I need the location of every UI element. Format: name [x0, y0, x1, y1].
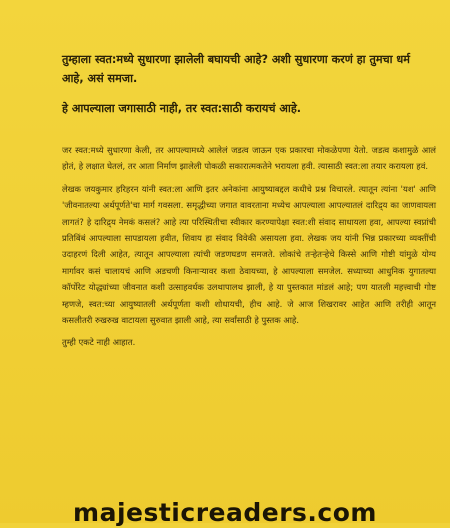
watermark: majesticreaders.com — [73, 498, 377, 527]
blurb-closing-line: तुम्ही एकटे नाही आहात. — [62, 337, 136, 348]
intro-question: तुम्हाला स्वत:मध्ये सुधारणा झालेली बघायची आहे? अशी सुधारणा करणं हा तुमचा धर्म आहे, असं समजा. — [62, 53, 410, 85]
blurb-paragraph-2: लेखक जयकुमार हरिहरन यांनी स्वत:ला आणि इतर अनेकांना आयुष्याबद्दल कधीचे प्रश्न विचारले. त्यातून त्यांना 'यश' आणि 'जीवनातल्या अर्थपूर्णते'चा मार्ग गवसला. समृद्धीच्या जगात वावरताना मध्येच आपल्याला आपल्यातलं दारिद्र्य का जाणवायला लागतं? हे दारिद्र्य नेमकं कसलं? आहे त्या परिस्थितीचा स्वीकार करण्यापेक्षा स्वत:शी संवाद साधायला हवा, आपल्या स्वप्नांची प्रतिबिंबं आपल्याला सापडायला हवीत, शिवाय हा संवाद विवेकी असायला हवा. लेखक जय यांनी भिन्न प्रकारच्या व्यक्तींची उदाहरणं दिली आहेत, त्यातून आपल्याला त्यांची जडणघडण समजते. लोकांचे तऱ्हेतऱ्हेचे किस्से आणि गोष्टी यांमुळे योग्य मार्गावर कसं चालायचं आणि अडचणी किनाऱ्यावर कशा ठेवायच्या, हे आपल्याला समजेल. सध्याच्या आधुनिक युगातल्या कॉर्पोरेट योद्ध्यांच्या जीवनात कशी उत्साहवर्धक उलथापालथ झाली, हे या पुस्तकात मांडलं आहे; पण यातली महत्त्वाची गोष्ट म्हणजे, स्वत:च्या आयुष्यातली अर्थपूर्णता कशी शोधायची, हीच आहे. जे आज शिखरावर आहेत आणि तरीही आतून कसलीतरी रुखरुख वाटायला सुरुवात झाली आहे, त्या सर्वांसाठी हे पुस्तक आहे. — [62, 183, 436, 326]
blurb-body — [62, 142, 436, 357]
intro-block — [62, 50, 434, 124]
blurb-paragraph-1: जर स्वत:मध्ये सुधारणा केली, तर आपल्यामध्ये आलेलं जडत्व जाऊन एक प्रकारचा मोकळेपणा येतो. जडत्व कशामुळे आलं होतं, हे लक्षात घेतलं, तर आता निर्माण झालेली पोकळी सकारात्मकतेने भरायला हवी. त्यासाठी स्वत:ला तयार करायला हवं. — [62, 145, 436, 172]
intro-statement: हे आपल्याला जगासाठी नाही, तर स्वत:साठी करायचं आहे. — [62, 102, 302, 115]
